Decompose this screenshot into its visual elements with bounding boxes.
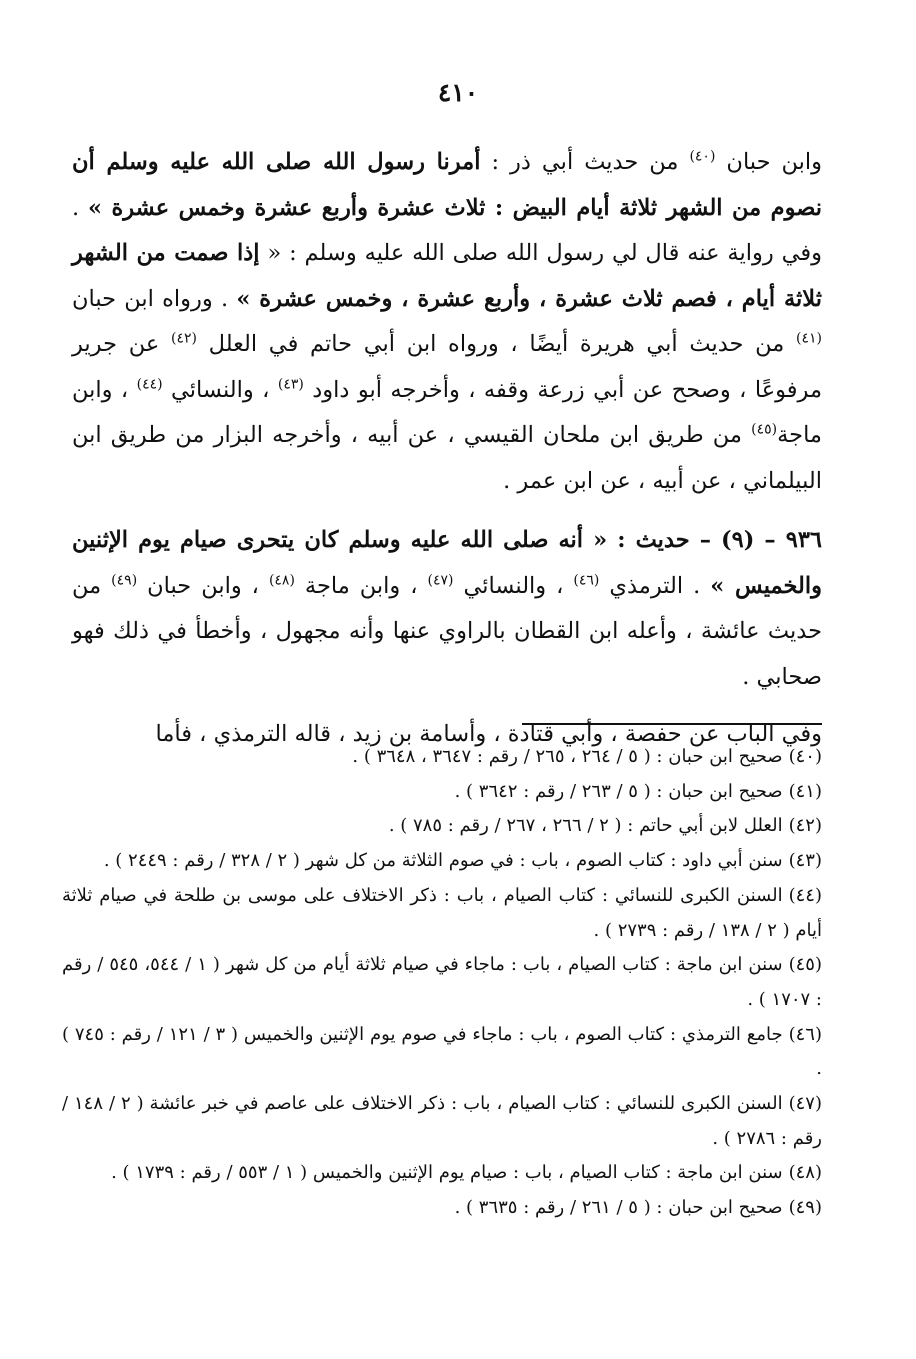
text-run: ، وابن ماجة (72, 376, 822, 448)
footnote-number: (٤٨) (788, 1162, 822, 1184)
text-run: من حديث عائشة ، وأعله ابن القطان بالراوي عنها وأنه مجهول ، وأخطأ في ذلك فهو صحابي . (72, 572, 822, 690)
footnote-number: (٤٦) (788, 1023, 822, 1045)
footnote-text: سنن ابن ماجة : كتاب الصيام ، باب : ماجاء في صيام ثلاثة أيام من كل شهر ( ١ / ٥٤٤، ٥٤٥ / رقم : ١٧٠٧ ) . (62, 954, 822, 1010)
footnote-ref: (٤٨) (268, 572, 295, 588)
footnote-number: (٤٠) (788, 746, 822, 767)
main-text (72, 140, 822, 758)
paragraph (72, 518, 822, 700)
footnote-ref: (٤٢) (170, 330, 197, 347)
footnote-text: السنن الكبرى للنسائي : كتاب الصيام ، باب : ذكر الاختلاف على عاصم في خبر عائشة ( ٢ / ١٤٨ / رقم : ٢٧٨٦ ) . (62, 1093, 822, 1149)
footnote-number: (٤٧) (788, 1093, 822, 1115)
footnote-ref: (٤٦) (573, 572, 600, 588)
footnote-text: سنن ابن ماجة : كتاب الصيام ، باب : صيام يوم الإثنين والخميس ( ١ / ٥٥٣ / رقم : ١٧٣٩ ) . (111, 1162, 783, 1184)
footnote-ref: (٤٤) (136, 376, 163, 392)
footnote (62, 844, 822, 879)
text-run: ، وابن ماجة (294, 572, 428, 599)
footnote-number: (٤٤) (788, 884, 822, 906)
footnote-text: صحيح ابن حبان : ( ٥ / ٢٦٣ / رقم : ٣٦٤٢ ) . (454, 780, 783, 802)
footnote (62, 740, 822, 775)
hadith-text: ٩٣٦ – (٩) – حديث : « أنه صلى الله عليه وسلم كان يتحرى صيام يوم الإثنين والخميس » (72, 527, 822, 599)
text-run: من طريق ابن ملحان القيسي ، عن أبيه ، وأخرجه البزار من طريق ابن البيلماني ، عن أبيه ، عن ابن عمر . (72, 422, 822, 494)
hadith-text: إذا صمت من الشهر ثلاثة أيام ، فصم ثلاث عشرة ، وأربع عشرة ، وخمس عشرة » (72, 240, 822, 312)
footnote-ref: (٤٠) (689, 148, 716, 165)
footnote-ref: (٤٣) (277, 376, 304, 392)
footnote (62, 948, 822, 1017)
footnote-ref: (٤١) (796, 330, 823, 347)
footnote-ref: (٤٥) (751, 421, 778, 438)
footnotes (62, 740, 822, 1226)
footnote-number: (٤٩) (788, 1197, 822, 1219)
footnote (62, 1156, 822, 1191)
footnote-ref: (٤٩) (111, 572, 138, 588)
footnote-separator (522, 723, 822, 725)
page-number: ٤١٠ (437, 78, 479, 107)
footnote-number: (٤٥) (788, 954, 822, 976)
text-run: . الترمذي (599, 572, 711, 599)
paragraph (72, 140, 822, 504)
text-run: ، والنسائي (453, 572, 574, 599)
footnote-text: صحيح ابن حبان : ( ٥ / ٢٦١ / رقم : ٣٦٣٥ ) . (454, 1197, 783, 1219)
text-run: . وفي رواية عنه قال لي رسول الله صلى الله عليه وسلم : « (72, 194, 822, 266)
hadith-text: أمرنا رسول الله صلى الله عليه وسلم أن نصوم من الشهر ثلاثة أيام البيض : ثلاث عشرة وأربع عشرة وخمس عشرة » (72, 149, 822, 221)
footnote-text: السنن الكبرى للنسائي : كتاب الصيام ، باب : ذكر الاختلاف على موسى بن طلحة في صيام ثلاثة أيام ( ٢ / ١٣٨ / رقم : ٢٧٣٩ ) . (62, 884, 822, 941)
footnote (62, 1018, 822, 1087)
footnote-text: سنن أبي داود : كتاب الصوم ، باب : في صوم الثلاثة من كل شهر ( ٢ / ٣٢٨ / رقم : ٢٤٤٩ ) . (103, 850, 783, 872)
text-run: ، وابن حبان (137, 572, 269, 599)
text-run: من حديث أبي ذر : (480, 149, 690, 175)
text-run: ، والنسائي (162, 376, 278, 403)
text-run: . ورواه ابن حبان (72, 285, 237, 312)
text-run: وابن حبان (715, 149, 822, 175)
footnote-text: جامع الترمذي : كتاب الصوم ، باب : ماجاء في صوم يوم الإثنين والخميس ( ٣ / ١٢١ / رقم : ٧٤٥ ) . (62, 1023, 822, 1080)
text-run: عن جرير مرفوعًا ، وصحح عن أبي زرعة وقفه ، وأخرجه أبو داود (72, 331, 822, 403)
text-run: وفي الباب عن حفصة ، وأبي قتادة ، وأسامة بن زيد ، قاله الترمذي ، فأما (155, 721, 822, 747)
footnote-ref: (٤٧) (427, 572, 454, 588)
footnote-number: (٤٢) (788, 815, 822, 837)
footnote-text: العلل لابن أبي حاتم : ( ٢ / ٢٦٦ ، ٢٦٧ / رقم : ٧٨٥ ) . (388, 815, 783, 837)
footnote (62, 1087, 822, 1156)
footnote (62, 1191, 822, 1226)
footnote (62, 879, 822, 948)
footnote (62, 809, 822, 844)
footnote-text: صحيح ابن حبان : ( ٥ / ٢٦٤ ، ٢٦٥ / رقم : ٣٦٤٧ ، ٣٦٤٨ ) . (352, 746, 783, 767)
footnote (62, 775, 822, 810)
text-run: من حديث أبي هريرة أيضًا ، ورواه ابن أبي حاتم في العلل (196, 331, 797, 357)
footnote-number: (٤١) (788, 780, 822, 802)
footnote-number: (٤٣) (788, 850, 822, 872)
